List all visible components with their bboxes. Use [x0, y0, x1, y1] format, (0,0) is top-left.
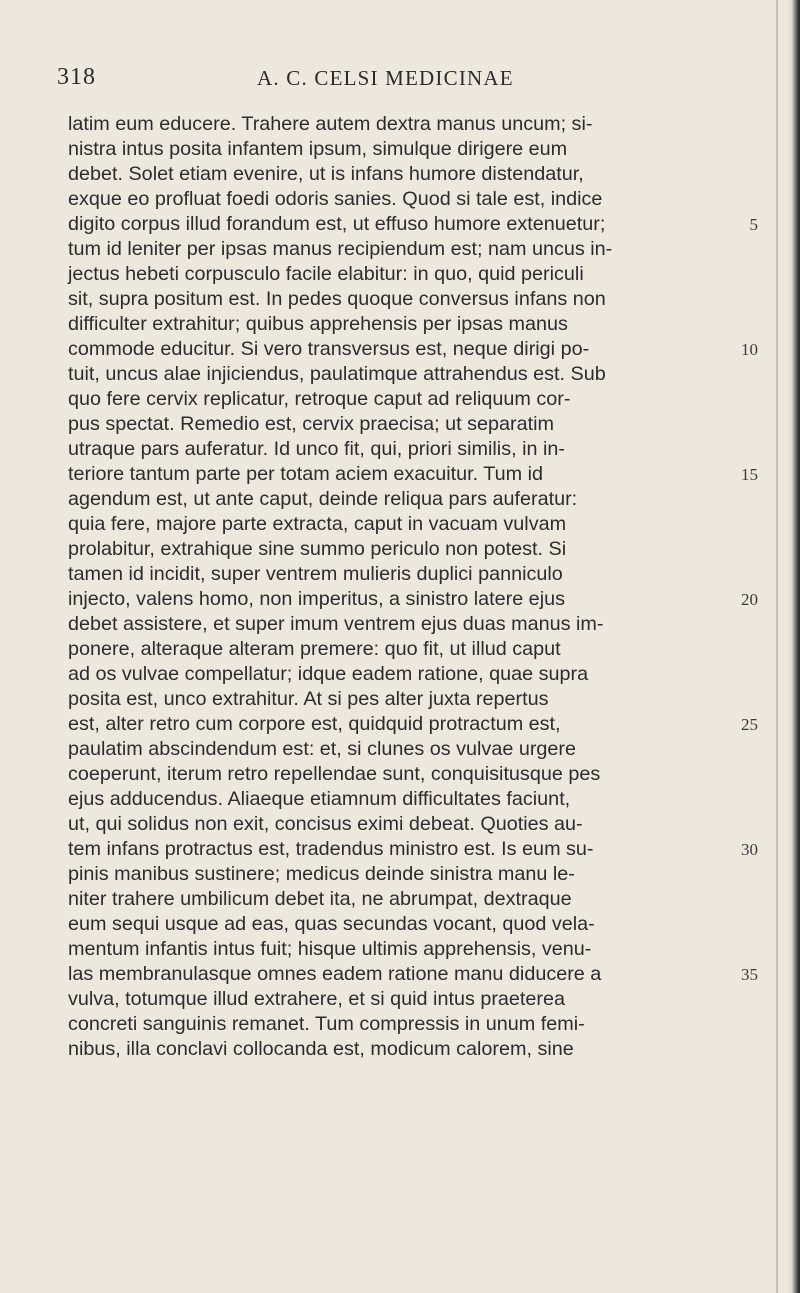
text-line-content: paulatim abscindendum est: et, si clunes os vulvae urgere	[68, 738, 576, 760]
text-line	[68, 487, 758, 512]
text-line-content: est, alter retro cum corpore est, quidquid protractum est,	[68, 713, 561, 735]
text-line-content: sit, supra positum est. In pedes quoque conversus infans non	[68, 288, 606, 310]
text-line	[68, 537, 758, 562]
line-number: 5	[749, 215, 758, 234]
text-line-content: niter trahere umbilicum debet ita, ne abrumpat, dextraque	[68, 888, 572, 910]
text-line-content: prolabitur, extrahique sine summo periculo non potest. Si	[68, 538, 567, 560]
text-line	[68, 687, 758, 712]
text-line-content: agendum est, ut ante caput, deinde reliqua pars auferatur:	[68, 488, 578, 510]
text-line	[68, 462, 758, 487]
text-line-content: las membranulasque omnes eadem ratione manu diducere a	[68, 963, 602, 985]
text-line	[68, 637, 758, 662]
text-line-content: quia fere, majore parte extracta, caput in vacuam vulvam	[68, 513, 567, 535]
text-line	[68, 362, 758, 387]
text-line	[68, 437, 758, 462]
text-line	[68, 337, 758, 362]
text-line	[68, 312, 758, 337]
running-head	[57, 64, 747, 96]
text-line-content: digito corpus illud forandum est, ut effuso humore extenuetur;	[68, 213, 606, 235]
text-line-content: quo fere cervix replicatur, retroque caput ad reliquum cor-	[68, 388, 571, 410]
text-line-content: pinis manibus sustinere; medicus deinde sinistra manu le-	[68, 863, 575, 885]
text-line-content: injecto, valens homo, non imperitus, a sinistro latere ejus	[68, 588, 565, 610]
text-line-content: tamen id incidit, super ventrem mulieris duplici panniculo	[68, 563, 563, 585]
text-line	[68, 662, 758, 687]
line-number: 25	[741, 715, 758, 734]
line-number: 10	[741, 340, 758, 359]
text-line	[68, 412, 758, 437]
text-line-content: ponere, alteraque alteram premere: quo fit, ut illud caput	[68, 638, 561, 660]
text-line-content: tuit, uncus alae injiciendus, paulatimque attrahendus est. Sub	[68, 363, 606, 385]
text-line	[68, 587, 758, 612]
text-line	[68, 187, 758, 212]
text-line	[68, 1012, 758, 1037]
text-line-content: ad os vulvae compellatur; idque eadem ratione, quae supra	[68, 663, 589, 685]
text-line	[68, 1037, 758, 1062]
text-line	[68, 887, 758, 912]
text-line-content: ejus adducendus. Aliaeque etiamnum difficultates faciunt,	[68, 788, 571, 810]
text-line	[68, 287, 758, 312]
text-line	[68, 787, 758, 812]
text-line	[68, 762, 758, 787]
text-line	[68, 712, 758, 737]
text-line-content: difficulter extrahitur; quibus apprehensis per ipsas manus	[68, 313, 568, 335]
text-line-content: nibus, illa conclavi collocanda est, modicum calorem, sine	[68, 1038, 574, 1060]
text-line	[68, 912, 758, 937]
text-line-content: exque eo profluat foedi odoris sanies. Quod si tale est, indice	[68, 188, 603, 210]
text-line-content: debet. Solet etiam evenire, ut is infans humore distendatur,	[68, 163, 584, 185]
text-line-content: eum sequi usque ad eas, quas secundas vocant, quod vela-	[68, 913, 595, 935]
text-line-content: jectus hebeti corpusculo facile elabitur: in quo, quid periculi	[68, 263, 584, 285]
text-line	[68, 987, 758, 1012]
text-line-content: utraque pars auferatur. Id unco fit, qui, priori similis, in in-	[68, 438, 565, 460]
text-line	[68, 162, 758, 187]
text-line-content: commode educitur. Si vero transversus est, neque dirigi po-	[68, 338, 590, 360]
line-number: 30	[741, 840, 758, 859]
text-line-content: nistra intus posita infantem ipsum, simulque dirigere eum	[68, 138, 568, 160]
text-line	[68, 512, 758, 537]
text-line	[68, 112, 758, 137]
line-number: 20	[741, 590, 758, 609]
text-line	[68, 137, 758, 162]
text-line	[68, 937, 758, 962]
text-line	[68, 612, 758, 637]
text-line-content: ut, qui solidus non exit, concisus eximi debeat. Quoties au-	[68, 813, 583, 835]
text-line	[68, 237, 758, 262]
text-line	[68, 262, 758, 287]
line-number: 15	[741, 465, 758, 484]
text-line-content: vulva, totumque illud extrahere, et si quid intus praeterea	[68, 988, 566, 1010]
page-number: 318	[57, 64, 96, 90]
text-line	[68, 562, 758, 587]
text-line-content: pus spectat. Remedio est, cervix praecisa; ut separatim	[68, 413, 554, 435]
text-line	[68, 837, 758, 862]
text-line-content: concreti sanguinis remanet. Tum compressis in unum femi-	[68, 1013, 585, 1035]
text-line	[68, 862, 758, 887]
text-line-content: latim eum educere. Trahere autem dextra manus uncum; si-	[68, 113, 593, 135]
page-gutter-line	[776, 0, 778, 1293]
body-text	[68, 112, 758, 1062]
text-line	[68, 962, 758, 987]
text-line-content: mentum infantis intus fuit; hisque ultimis apprehensis, venu-	[68, 938, 592, 960]
text-line-content: tum id leniter per ipsas manus recipiendum est; nam uncus in-	[68, 238, 613, 260]
text-line	[68, 387, 758, 412]
page-edge-shadow	[786, 0, 800, 1293]
text-line-content: teriore tantum parte per totam aciem exacuitur. Tum id	[68, 463, 543, 485]
text-line-content: posita est, unco extrahitur. At si pes alter juxta repertus	[68, 688, 549, 710]
text-line-content: debet assistere, et super imum ventrem ejus duas manus im-	[68, 613, 604, 635]
line-number: 35	[741, 965, 758, 984]
text-line-content: coeperunt, iterum retro repellendae sunt, conquisitusque pes	[68, 763, 601, 785]
text-line	[68, 212, 758, 237]
text-line	[68, 812, 758, 837]
running-title: A. C. CELSI MEDICINAE	[257, 66, 514, 90]
text-line	[68, 737, 758, 762]
text-line-content: tem infans protractus est, tradendus ministro est. Is eum su-	[68, 838, 594, 860]
